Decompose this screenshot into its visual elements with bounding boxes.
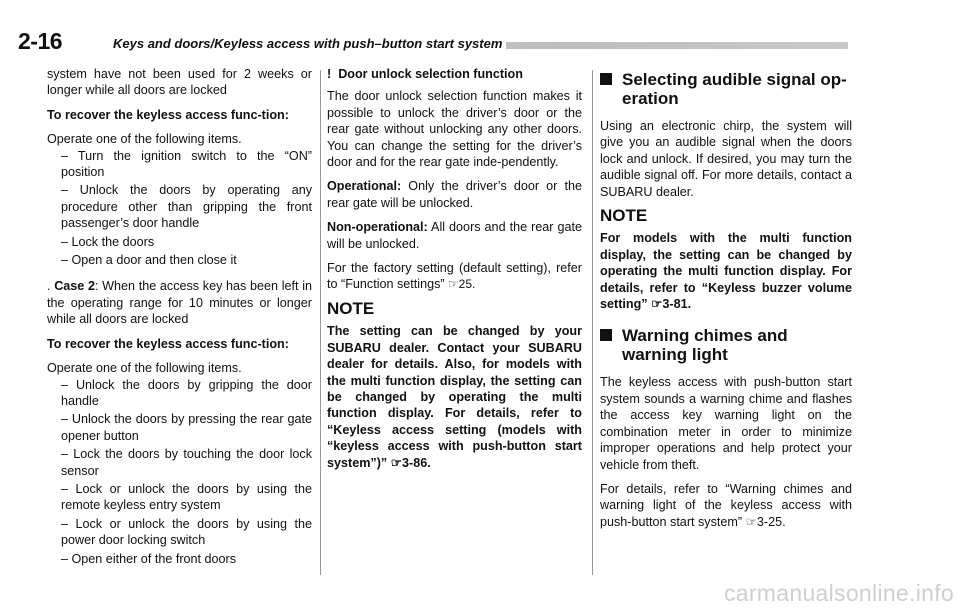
note-text: The setting can be changed by your SUBARU dealer. Contact your SUBARU dealer for details. Also, for models with the multi function display, the setting can be changed by operating the multi function display. For details, refer to “Keyless access setting (models with “keyless access with push-button start system”)” [327,324,582,470]
watermark-url: carmanualsonline.info [723,580,954,606]
subheading: To recover the keyless access func-tion: [47,336,289,351]
paragraph: system have not been used for 2 weeks or longer while all doors are locked [47,67,312,98]
header-title [113,36,506,51]
square-bullet-icon [600,73,612,85]
operational-text: Only the driver’s door or the rear gate will be unlocked. [327,179,582,210]
exclamation-icon: ! [327,67,332,81]
page-header [18,28,848,56]
paragraph: Operate one of the following items. [47,361,242,376]
list-item: – Unlock the doors by gripping the door handle [61,377,312,408]
ref-text: For details, refer to “Warning chimes and warning light of the keyless access with push-button start system” [600,481,852,529]
paragraph: The keyless access with push-button start system sounds a warning chime and flashes the access key warning light on the combination meter in order to minimize improper operations and help protect your vehicle from theft. [600,375,852,472]
bullet-heading-text: Door unlock selection function [338,67,523,81]
note-text: For models with the multi function display, the setting can be changed by operating the multi function display. For details, refer to “Keyless buzzer volume setting” [600,231,852,312]
case-text: : When the access key has been left in the operating range for 10 minutes or longer while all doors are locked [47,279,312,327]
page-reference-link[interactable]: ☞3-86. [387,455,431,470]
page-reference-link[interactable]: ☞3-25. [742,514,786,529]
note-heading: NOTE [327,298,375,318]
paragraph: Operate one of the following items. [47,132,242,147]
list-item: – Unlock the doors by operating any procedure other than gripping the front passenger’s door handle [61,183,312,231]
page-number: 2-16 [18,28,63,54]
list-item: – Turn the ignition switch to the “ON” position [61,148,312,180]
subheading: To recover the keyless access func-tion: [47,107,289,122]
list-item: – Lock the doors by touching the door lock sensor [61,447,312,478]
list-item: – Lock or unlock the doors by using the remote keyless entry system [61,481,312,513]
column-divider [592,70,593,575]
paragraph [327,260,582,293]
nonop-text: All doors and the rear gate will be unlocked. [327,220,582,251]
section-heading [600,326,852,364]
column-divider [320,70,321,575]
case-label: Case 2 [54,279,95,294]
header-title-text: Keys and doors/Keyless access with push–button start system [113,36,506,51]
list-item: – Unlock the doors by pressing the rear gate opener button [61,412,312,443]
note-heading: NOTE [600,206,648,226]
note-body [327,323,582,471]
column-3 [600,66,852,538]
factory-text: For the factory setting (default setting), refer to “Function settings” [327,261,582,292]
bullet-heading [327,66,582,82]
list-item: – Open a door and then close it [61,253,237,268]
column-2 [327,66,582,479]
paragraph [327,178,582,211]
section-heading-text: Warning chimes and warning light [622,326,788,365]
note-body [600,230,852,312]
column-1 [47,66,312,569]
section-heading-text: Selecting audible signal op-eration [622,70,847,108]
page-reference-link[interactable]: ☞3-81. [647,297,692,312]
list-item: – Lock the doors [61,234,155,249]
nonop-label: Non-operational: [327,220,428,235]
list-item: – Open either of the front doors [61,551,237,566]
operational-label: Operational: [327,179,402,194]
page-reference-link[interactable]: ☞25. [444,277,476,292]
square-bullet-icon [600,329,612,341]
list-item: – Lock or unlock the doors by using the power door locking switch [61,516,312,548]
paragraph [327,219,582,252]
bullet-dot: . [47,279,51,294]
case-2-paragraph [47,278,312,327]
section-heading [600,70,852,108]
paragraph: The door unlock selection function makes it possible to unlock the driver’s door or the rear gate without unlocking any other doors. You can change the setting for the driver’s door and for the rear gate inde-pendently. [327,89,582,170]
paragraph: Using an electronic chirp, the system will give you an audible signal when the doors lock and unlock. If desired, you may turn the audible signal off. For more details, contact a SUBARU dealer. [600,119,852,199]
paragraph [600,481,852,530]
